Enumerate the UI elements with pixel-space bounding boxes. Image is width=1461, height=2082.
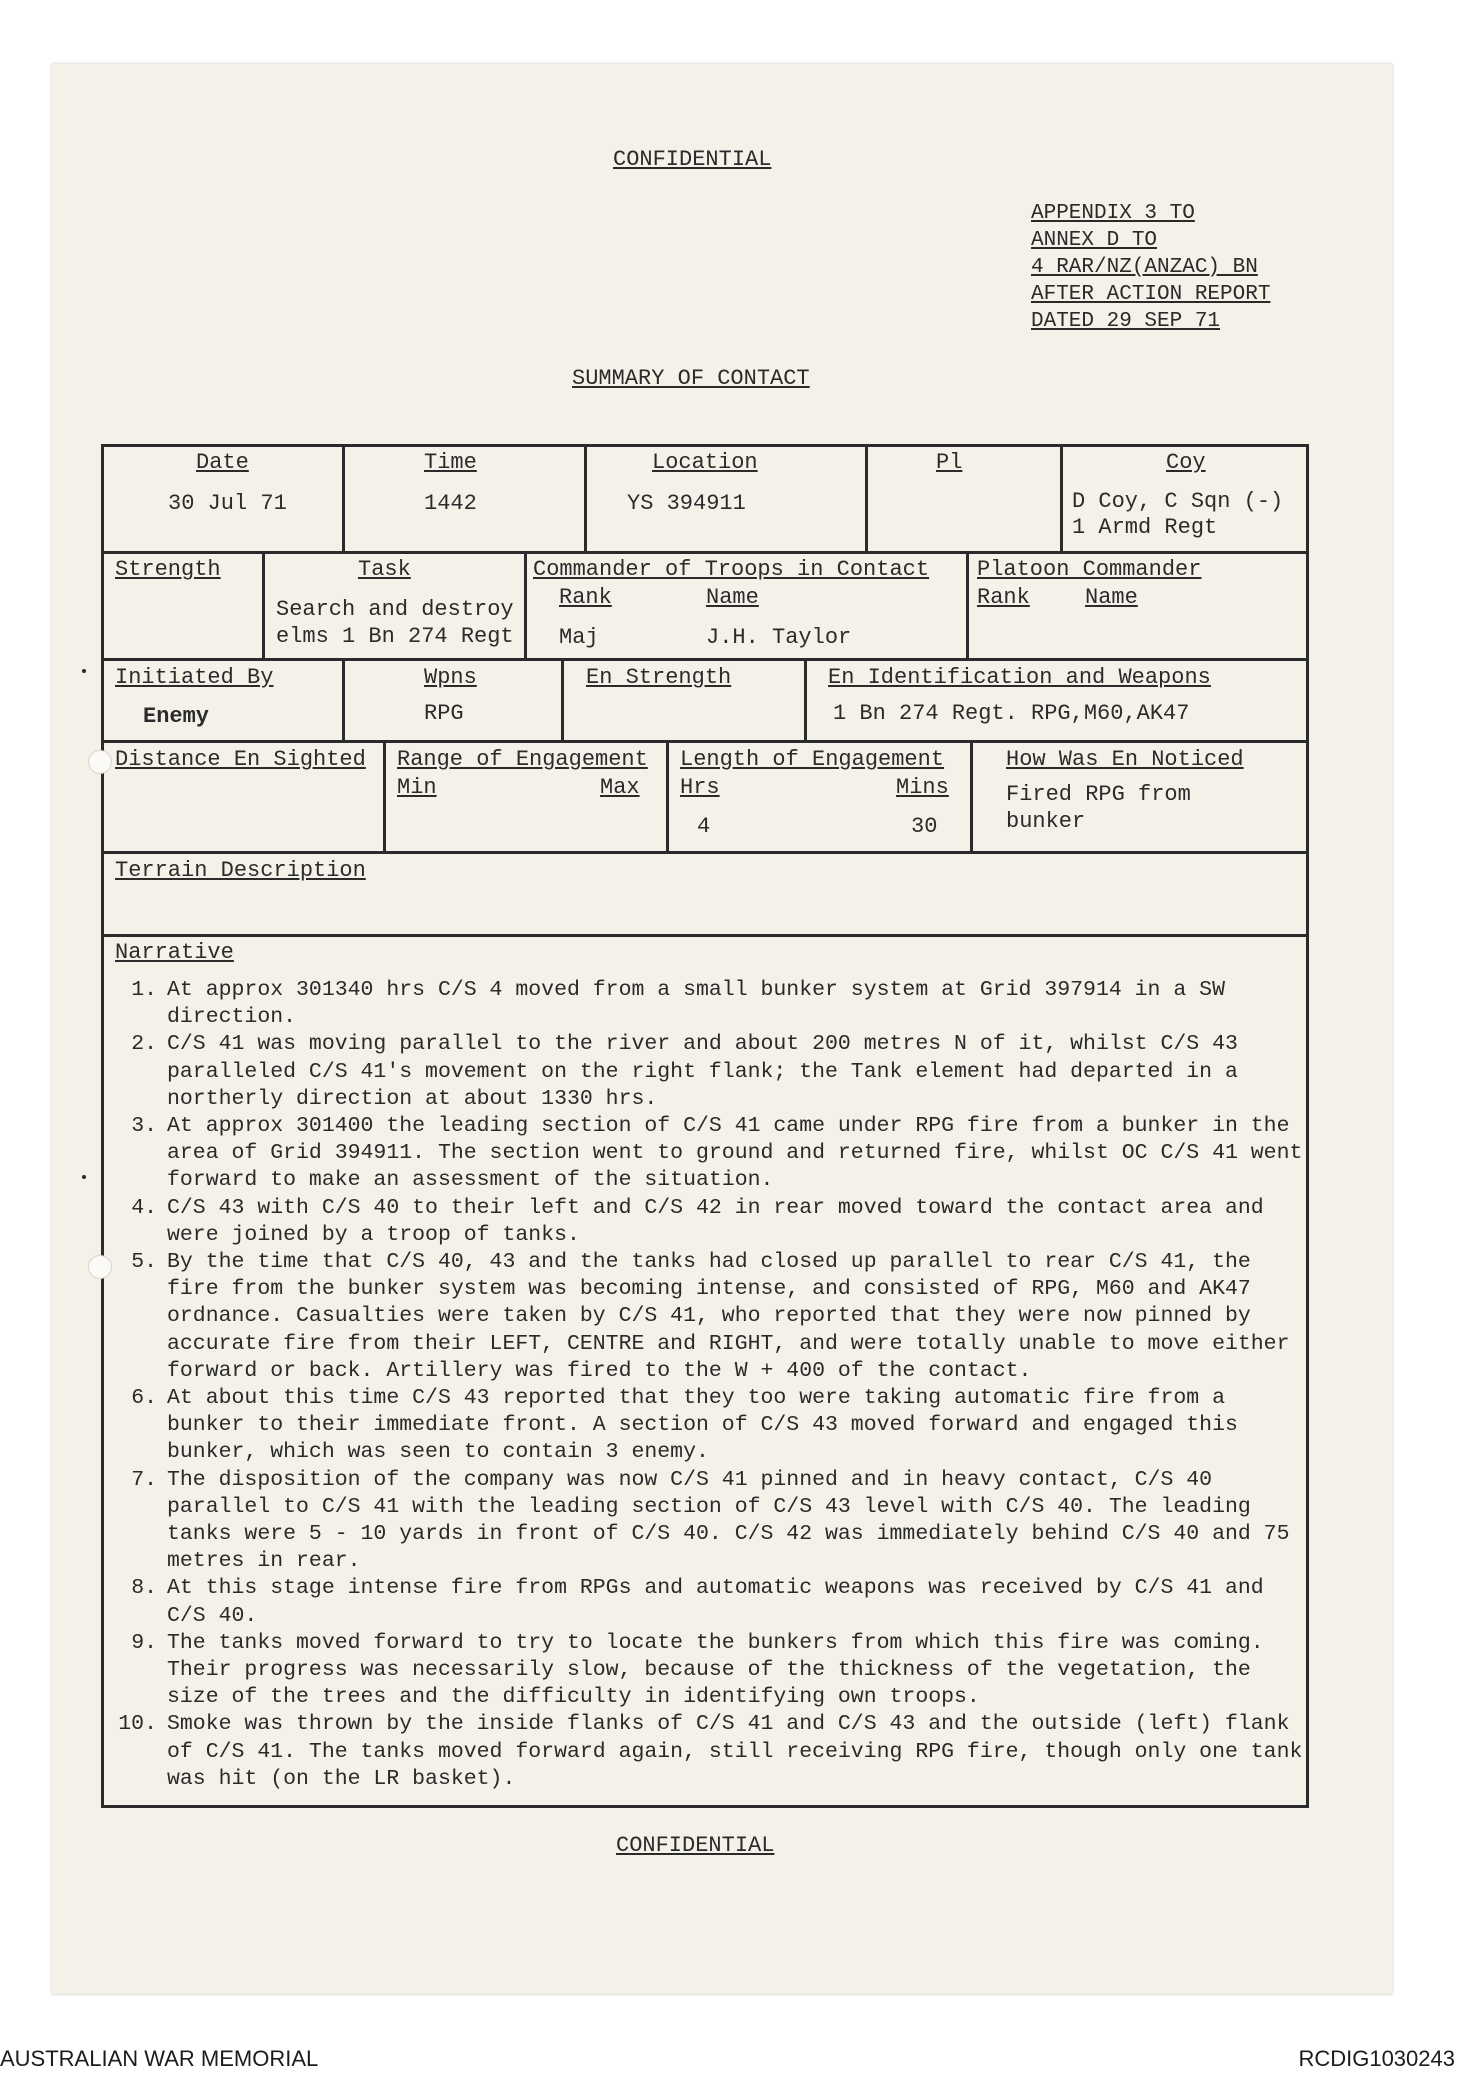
terrain-description-label: Terrain Description <box>115 858 366 883</box>
time-label: Time <box>424 450 477 475</box>
appendix-line: APPENDIX 3 TO <box>1031 202 1195 225</box>
punch-hole <box>88 1255 112 1279</box>
how-noticed-value: Fired RPG from <box>1006 782 1191 807</box>
item-text: By the time that C/S 40, 43 and the tanks had closed up parallel to rear C/S 41, the fire from the bunker system was becoming intense, and consisted of RPG, M60 and AK47 ordnance. Casualties were taken by C/S 41, who reported that they were now pinned by accurate fire from their LEFT, CENTRE and RIGHT, and were totally unable to move either forward or back. Artillery was fired to the W + 400 of the contact. <box>167 1250 1290 1383</box>
item-text: The tanks moved forward to try to locate the bunkers from which this fire was coming. Their progress was necessarily slow, because of the thickness of the vegetation, the size of the trees and the difficulty in identifying own troops. <box>167 1630 1264 1710</box>
how-noticed-value-source: bunker <box>1006 809 1086 834</box>
narrative-item <box>115 1575 1310 1629</box>
task-value: Search and destroy <box>276 597 514 622</box>
weapons-value: RPG <box>424 701 464 726</box>
item-number: 3. <box>131 1114 157 1139</box>
item-number: 2. <box>131 1032 157 1057</box>
appendix-line: 4 RAR/NZ(ANZAC) BN <box>1031 256 1258 279</box>
item-number: 1. <box>131 978 157 1002</box>
appendix-line: DATED 29 SEP 71 <box>1031 310 1221 333</box>
en-identification-value: 1 Bn 274 Regt. RPG,M60,AK47 <box>833 701 1190 726</box>
appendix-line: AFTER ACTION REPORT <box>1031 283 1271 306</box>
item-text: At approx 301400 the leading section of C/S 41 came under RPG fire from a bunker in the area of Grid 394911. The section went to ground and returned fire, whilst OC C/S 41 went forward to make an assessment of the situation. <box>167 1114 1303 1193</box>
narrative-item <box>115 1249 1310 1385</box>
appendix-reference <box>1031 200 1270 335</box>
length-mins-label: Mins <box>896 775 949 800</box>
commander-rank: Maj <box>559 625 599 650</box>
task-label: Task <box>358 557 411 582</box>
how-noticed-label: How Was En Noticed <box>1006 747 1244 772</box>
classification-top: CONFIDENTIAL <box>613 147 772 172</box>
item-text: At approx 301340 hrs C/S 4 moved from a small bunker system at Grid 397914 in a SW direction. <box>167 978 1225 1030</box>
narrative-item <box>115 1630 1310 1712</box>
range-label: Range of Engagement <box>397 747 648 772</box>
range-min-label: Min <box>397 775 437 800</box>
date-label: Date <box>196 450 249 475</box>
narrative-item <box>115 1467 1310 1576</box>
classification-bottom: CONFIDENTIAL <box>616 1833 775 1858</box>
narrative-item <box>115 977 1310 1031</box>
item-text: At this stage intense fire from RPGs and automatic weapons was received by C/S 41 and C/S 40. <box>167 1576 1264 1628</box>
item-number: 5. <box>131 1250 157 1275</box>
item-number: 10. <box>118 1712 157 1737</box>
item-number: 7. <box>131 1467 157 1492</box>
commander-name: J.H. Taylor <box>706 625 852 650</box>
commander-name-label: Name <box>706 585 759 610</box>
narrative-item <box>115 1711 1310 1793</box>
length-mins-value: 30 <box>911 814 938 839</box>
distance-sighted-label: Distance En Sighted <box>115 747 366 772</box>
length-label: Length of Engagement <box>680 747 945 772</box>
narrative-item <box>115 1113 1310 1195</box>
location-label: Location <box>652 450 758 475</box>
narrative-item <box>115 1195 1310 1249</box>
initiated-by-label: Initiated By <box>115 665 274 690</box>
length-hrs-label: Hrs <box>680 775 720 800</box>
footer-id: RCDIG1030243 <box>1298 2046 1455 2071</box>
item-number: 4. <box>131 1195 157 1220</box>
range-max-label: Max <box>600 775 640 800</box>
commander-label: Commander of Troops in Contact <box>533 557 930 582</box>
length-hrs-value: 4 <box>697 814 711 839</box>
coy-value-unit: 1 Armd Regt <box>1072 515 1218 540</box>
platoon-commander-label: Platoon Commander <box>977 557 1202 582</box>
footer-source: AUSTRALIAN WAR MEMORIAL <box>0 2046 319 2071</box>
task-value-target: elms 1 Bn 274 Regt <box>276 624 514 649</box>
platoon-rank-label: Rank <box>977 585 1030 610</box>
item-text: At about this time C/S 43 reported that they too were taking automatic fire from a bunker to their immediate front. A section of C/S 43 moved forward and engaged this bunker, which was seen to contain 3 enemy. <box>167 1386 1238 1465</box>
item-text: C/S 43 with C/S 40 to their left and C/S 42 in rear moved toward the contact area and were joined by a troop of tanks. <box>167 1195 1264 1247</box>
margin-mark <box>82 669 86 673</box>
time-value: 1442 <box>424 491 477 516</box>
narrative-item <box>115 1031 1310 1113</box>
item-text: The disposition of the company was now C/S 41 pinned and in heavy contact, C/S 40 parallel to C/S 41 with the leading section of C/S 43 level with C/S 40. The leading tanks were 5 - 10 yards in front of C/S 40. C/S 42 was immediately behind C/S 40 and 75 metres in rear. <box>167 1467 1290 1574</box>
item-text: Smoke was thrown by the inside flanks of C/S 41 and C/S 43 and the outside (left) flank of C/S 41. The tanks moved forward again, still receiving RPG fire, though only one tank was hit (on the LR basket). <box>167 1712 1303 1791</box>
coy-label: Coy <box>1166 450 1206 475</box>
narrative-item <box>115 1385 1310 1467</box>
narrative-label: Narrative <box>115 940 234 965</box>
narrative-list <box>115 977 1310 1793</box>
strength-label: Strength <box>115 557 221 582</box>
punch-hole <box>88 750 112 774</box>
location-value: YS 394911 <box>627 491 746 516</box>
platoon-label: Pl <box>936 450 963 475</box>
form-title: SUMMARY OF CONTACT <box>572 366 810 391</box>
coy-value: D Coy, C Sqn (-) <box>1072 489 1284 514</box>
initiated-by-value: Enemy <box>143 704 210 729</box>
item-number: 8. <box>131 1576 157 1601</box>
weapons-label: Wpns <box>424 665 477 690</box>
appendix-line: ANNEX D TO <box>1031 229 1158 252</box>
date-value: 30 Jul 71 <box>168 491 287 516</box>
margin-mark <box>82 1175 86 1179</box>
en-strength-label: En Strength <box>586 665 732 690</box>
item-number: 9. <box>131 1630 157 1655</box>
item-text: C/S 41 was moving parallel to the river and about 200 metres N of it, whilst C/S 43 paralleled C/S 41's movement on the right flank; the Tank element had departed in a northerly direction at about 1330 hrs. <box>167 1032 1238 1111</box>
en-identification-label: En Identification and Weapons <box>828 665 1211 690</box>
commander-rank-label: Rank <box>559 585 612 610</box>
platoon-name-label: Name <box>1085 585 1138 610</box>
item-number: 6. <box>131 1386 157 1411</box>
